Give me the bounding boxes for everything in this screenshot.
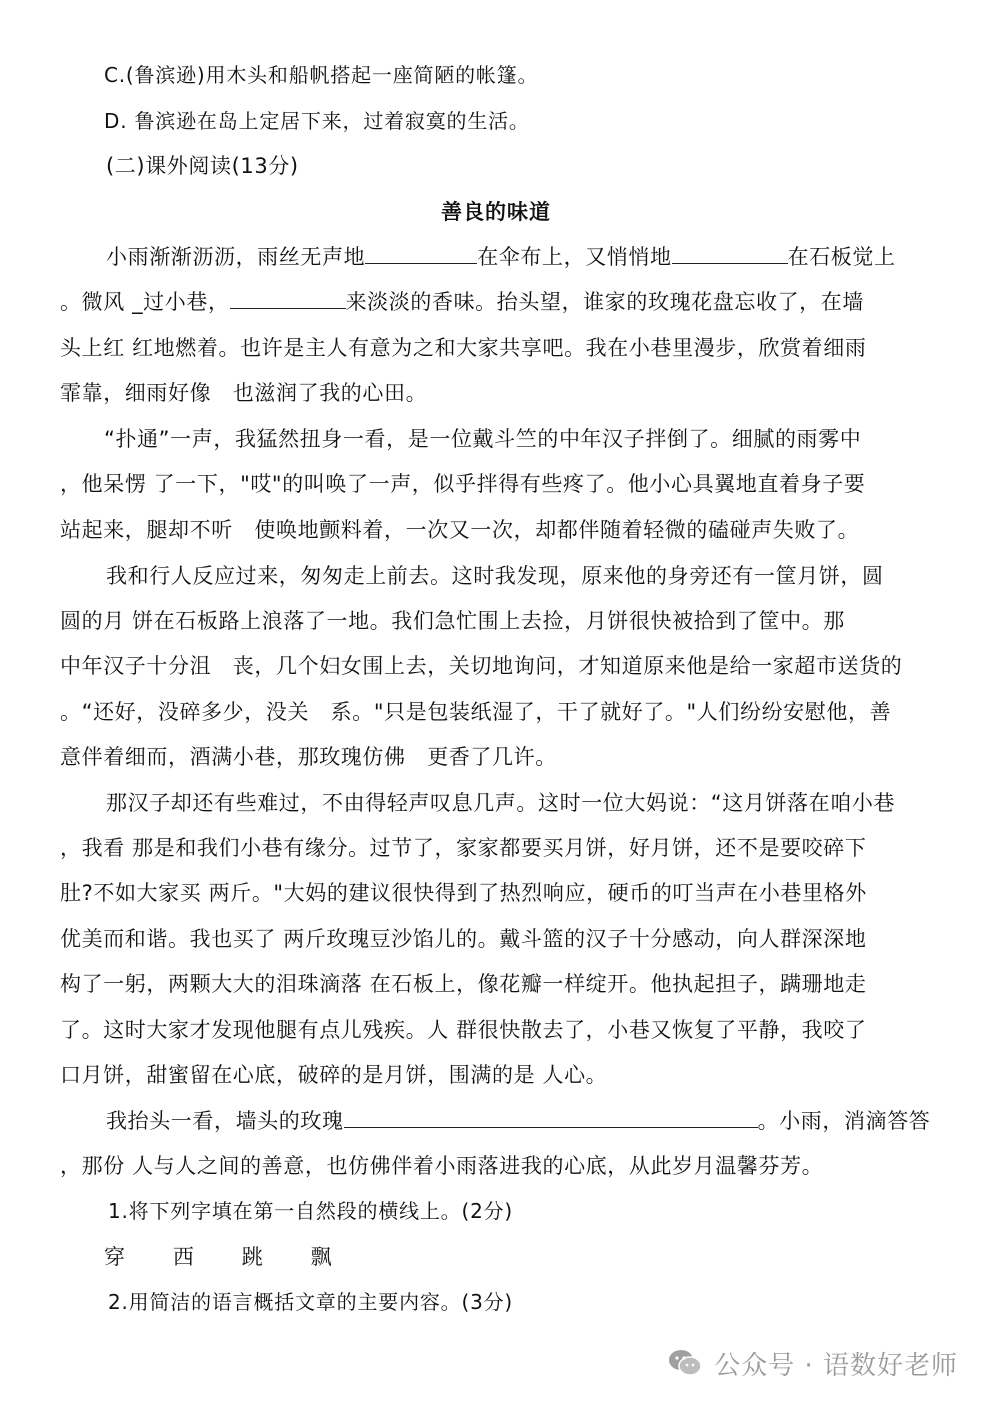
paragraph-3-line-1: 我和行人反应过来，匆匆走上前去。这时我发现，原来他的身旁还有一筐月饼，圆 xyxy=(106,564,884,588)
text-segment: 。小雨，消滴答答 xyxy=(757,1109,931,1133)
option-c: C.(鲁滨逊)用木头和船帆搭起一座简陋的帐篷。 xyxy=(104,63,539,87)
paragraph-2-line-2: ，他呆愣 了一下，"哎"的叫唤了一声，似乎拌得有些疼了。他小心具翼地直着身子要 xyxy=(60,472,866,496)
question-1-word-list xyxy=(104,1243,372,1271)
word-option: 穿 xyxy=(104,1245,126,1269)
paragraph-1-line-4: 霏靠，细雨好像 也滋润了我的心田。 xyxy=(60,381,428,405)
paragraph-2-line-3: 站起来，腿却不听 使唤地颤料着，一次又一次，却都伴随着轻微的磕碰声失败了。 xyxy=(60,518,860,542)
paragraph-4-line-2: ，我看 那是和我们小巷有缘分。过节了，家家都要买月饼，好月饼，还不是要咬碎下 xyxy=(60,836,867,860)
paragraph-4-line-6: 了。这时大家才发现他腿有点儿残疾。人 群很快散去了，小巷又恢复了平静，我咬了 xyxy=(60,1018,867,1042)
text-segment: 在伞布上，又悄悄地 xyxy=(477,245,672,269)
watermark xyxy=(668,1345,958,1381)
fill-blank-4 xyxy=(344,1107,758,1128)
paragraph-3-line-4: 。“还好，没碎多少，没关 系。"只是包装纸湿了，干了就好了。"人们纷纷安慰他，善 xyxy=(60,700,892,724)
text-segment: 在石板觉上 xyxy=(787,245,896,269)
watermark-text: 公众号 · 语数好老师 xyxy=(714,1350,958,1381)
paragraph-1-line-3: 头上红 红地燃着。也许是主人有意为之和大家共享吧。我在小巷里漫步，欣赏着细雨 xyxy=(60,336,867,360)
paragraph-3-line-3: 中年汉子十分沮 丧，几个妇女围上去，关切地询问，才知道原来他是给一家超市送货的 xyxy=(60,654,903,678)
option-d: D. 鲁滨逊在岛上定居下来，过着寂寞的生活。 xyxy=(104,109,530,133)
word-option: 西 xyxy=(172,1245,195,1269)
wechat-icon xyxy=(668,1348,702,1378)
paragraph-5-line-2: ，那份 人与人之间的善意，也仿佛伴着小雨落进我的心底，从此岁月温馨芬芳。 xyxy=(60,1154,824,1178)
paragraph-4-line-5: 构了一躬，两颗大大的泪珠滴落 在石板上，像花瓣一样绽开。他执起担子，蹒珊地走 xyxy=(60,972,867,996)
question-1: 1.将下列字填在第一自然段的横线上。(2分) xyxy=(108,1199,514,1223)
paragraph-4-line-1: 那汉子却还有些难过，不由得轻声叹息几声。这时一位大妈说：“这月饼落在咱小巷 xyxy=(106,791,896,815)
fill-blank-3 xyxy=(230,288,346,309)
paragraph-4-line-4: 优美而和谐。我也买了 两斤玫瑰豆沙馅儿的。戴斗篮的汉子十分感动，向人群深深地 xyxy=(60,927,867,951)
text-segment: 小雨渐渐沥沥，雨丝无声地 xyxy=(106,245,366,269)
word-option: 跳 xyxy=(241,1245,264,1269)
paragraph-4-line-7: 口月饼，甜蜜留在心底，破碎的是月饼，围满的是 人心。 xyxy=(60,1063,608,1087)
article-title: 善良的味道 xyxy=(441,200,551,224)
paragraph-2-line-1: “扑通”一声，我猛然扭身一看，是一位戴斗竺的中年汉子拌倒了。细腻的雨雾中 xyxy=(104,427,862,451)
question-2: 2.用简洁的语言概括文章的主要内容。(3分) xyxy=(108,1290,514,1314)
section-heading: (二)课外阅读(13分) xyxy=(106,154,299,178)
paragraph-4-line-3: 肚?不如大家买 两斤。"大妈的建议很快得到了热烈响应，硬币的叮当声在小巷里格外 xyxy=(60,881,867,905)
paragraph-1-line-1 xyxy=(106,243,896,271)
text-segment: 。微风 _过小巷， xyxy=(60,290,230,314)
paragraph-1-line-2 xyxy=(60,288,864,316)
paragraph-3-line-2: 圆的月 饼在石板路上浪落了一地。我们急忙围上去捡，月饼很快被拾到了筐中。那 xyxy=(60,609,845,633)
text-segment: 来淡淡的香味。抬头望，谁家的玫瑰花盘忘收了，在墙 xyxy=(345,290,864,314)
word-option: 飘 xyxy=(310,1245,333,1269)
text-segment: 我抬头一看，墙头的玫瑰 xyxy=(106,1109,344,1133)
fill-blank-1 xyxy=(365,243,477,264)
fill-blank-2 xyxy=(672,243,788,264)
paragraph-3-line-5: 意伴着细而，酒满小巷，那玫瑰仿佛 更香了几许。 xyxy=(60,745,557,769)
paragraph-5-line-1 xyxy=(106,1107,930,1135)
